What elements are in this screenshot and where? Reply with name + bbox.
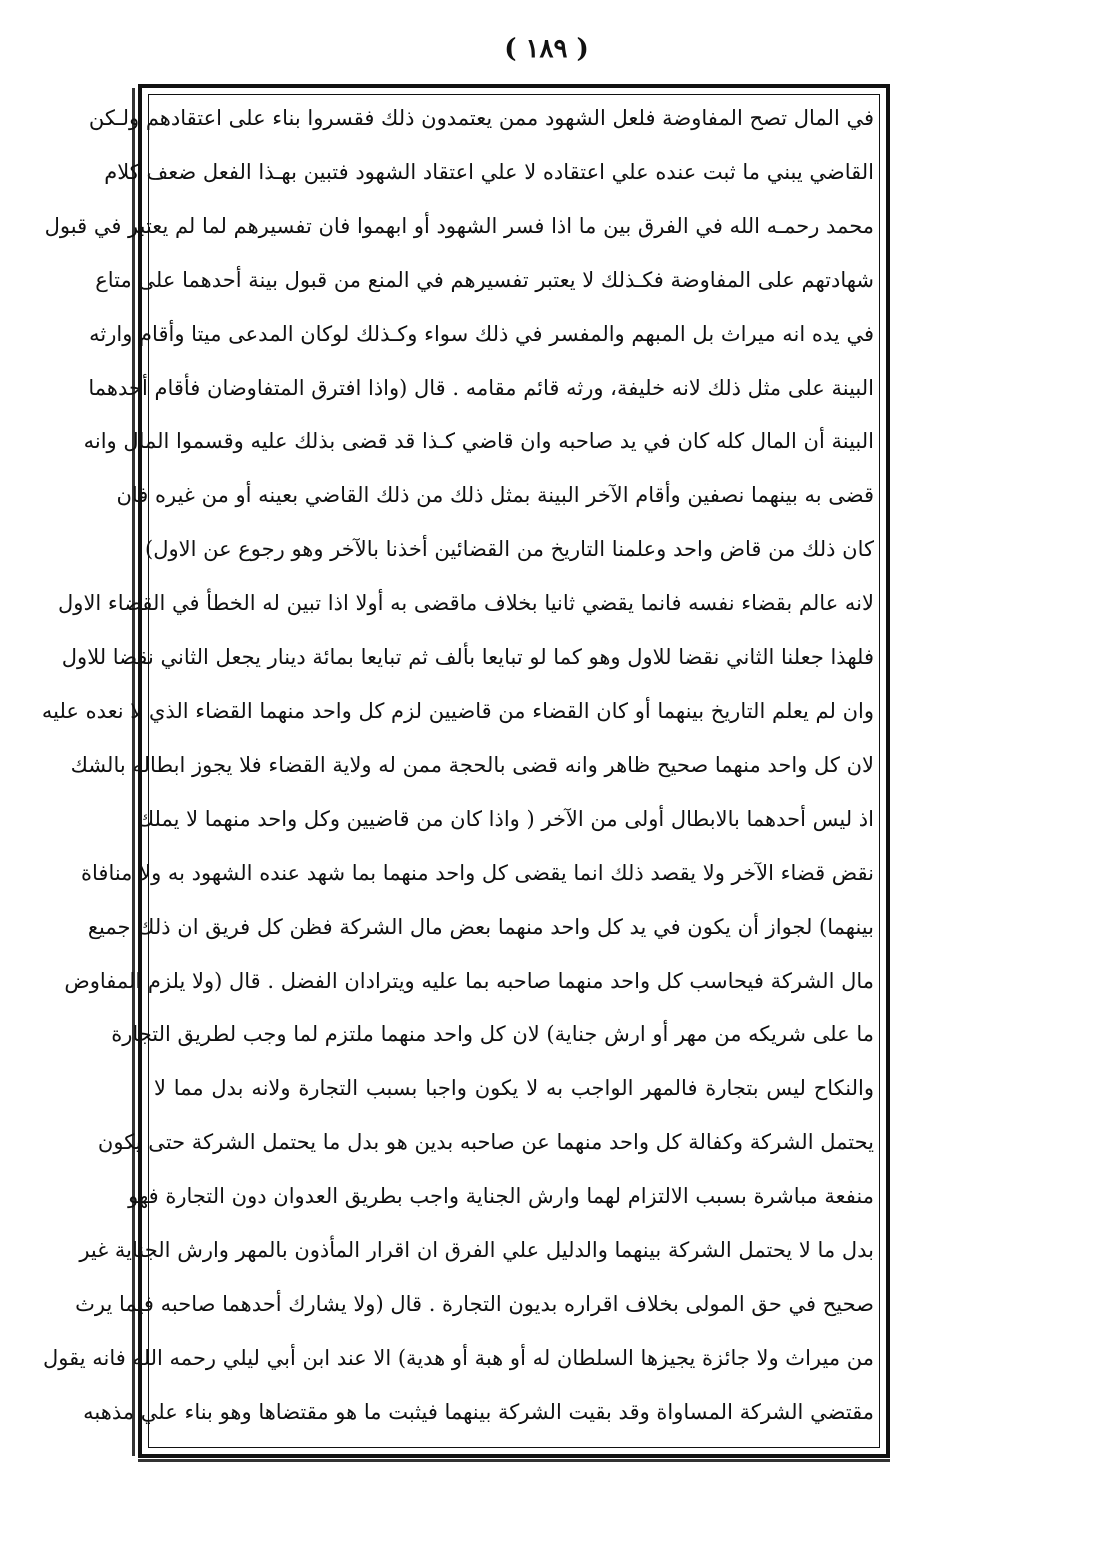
text-line: القاضي يبني ما ثبت عنده علي اعتقاده لا علي اعتقاد الشهود فتبين بهـذا الفعل ضعف كلام xyxy=(104,159,874,184)
text-line: منفعة مباشرة بسبب الالتزام لهما وارش الجناية واجب بطريق العدوان دون التجارة فهو xyxy=(128,1184,874,1209)
page-number: ( ١٨٩ ) xyxy=(504,34,589,64)
text-line: اذ ليس أحدهما بالابطال أولى من الآخر ( واذا كان من قاضيين وكل واحد منهما لا يملك xyxy=(136,806,874,831)
text-line: من ميراث ولا جائزة يجيزها السلطان له أو هبة أو هدية) الا عند ابن أبي ليلي رحمه الله فانه يقول xyxy=(42,1345,874,1370)
page-frame xyxy=(41,84,890,1458)
text-line: لان كل واحد منهما صحيح ظاهر وانه قضى بالحجة ممن له ولاية القضاء فلا يجوز ابطاله بالشك xyxy=(70,752,874,777)
text-line: فلهذا جعلنا الثاني نقضا للاول وهو كما لو تبايعا بألف ثم تبايعا بمائة دينار يجعل الثاني نقضا للاول xyxy=(61,645,874,670)
text-line: لانه عالم بقضاء نفسه فانما يقضي ثانيا بخلاف ماقضى به أولا اذا تبين له الخطأ في القضاء الاول xyxy=(58,591,874,616)
text-line: كان ذلك من قاض واحد وعلمنا التاريخ من القضائين أخذنا بالآخر وهو رجوع عن الاول) xyxy=(145,537,874,562)
text-line: وان لم يعلم التاريخ بينهما أو كان القضاء من قاضيين لزم كل واحد منهما القضاء الذي لا نعده عليه xyxy=(41,698,874,723)
text-line: بدل ما لا يحتمل الشركة بينهما والدليل علي الفرق ان اقرار المأذون بالمهر وارش الجناية غير xyxy=(79,1238,874,1263)
text-line: البينة أن المال كله كان في يد صاحبه وان قاضي كـذا قد قضى بذلك عليه وقسموا المال وانه xyxy=(83,429,874,454)
text-line: البينة على مثل ذلك لانه خليفة، ورثه قائم مقامه . قال (واذا افترق المتفاوضان فأقام أحدهما xyxy=(88,375,874,400)
text-line: نقض قضاء الآخر ولا يقصد ذلك انما يقضى كل واحد منهما بما شهد عنده الشهود به ولا منافاة xyxy=(81,860,874,885)
text-line: ما على شريكه من مهر أو ارش جناية) لان كل واحد منهما ملتزم لما وجب لطريق التجارة xyxy=(111,1022,874,1047)
text-line: في المال تصح المفاوضة فلعل الشهود ممن يعتمدون ذلك فقسروا بناء على اعتقادهم ولـكن xyxy=(88,106,874,130)
text-body xyxy=(41,98,874,1432)
text-line: والنكاح ليس بتجارة فالمهر الواجب به لا يكون واجبا بسبب التجارة ولانه بدل مما لا xyxy=(154,1076,874,1101)
text-line: بينهما) لجواز أن يكون في يد كل واحد منهما بعض مال الشركة فظن كل فريق ان ذلك جميع xyxy=(87,914,874,939)
text-line: محمد رحمـه الله في الفرق بين ما اذا فسر الشهود أو ابهموا فان تفسيرهم لما لم يعتبر في قبول xyxy=(44,213,874,238)
text-line: صحيح في حق المولى بخلاف اقراره بديون التجارة . قال (ولا يشارك أحدهما صاحبه فيما يرث xyxy=(75,1291,874,1316)
text-line: في يده انه ميراث بل المبهم والمفسر في ذلك سواء وكـذلك لوكان المدعى ميتا وأقام وارثه xyxy=(89,321,874,346)
text-line: قضى به بينهما نصفين وأقام الآخر البينة بمثل ذلك من ذلك القاضي بعينه أو من غيره فان xyxy=(116,483,874,508)
frame-shadow-bottom xyxy=(138,1459,890,1462)
text-line: مقتضي الشركة المساواة وقد بقيت الشركة بينهما فيثبت ما هو مقتضاها وهو بناء علي مذهبه xyxy=(83,1399,874,1424)
text-line: مال الشركة فيحاسب كل واحد منهما صاحبه بما عليه ويترادان الفضل . قال (ولا يلزم المفاوض xyxy=(64,968,874,993)
text-line: شهادتهم على المفاوضة فكـذلك لا يعتبر تفسيرهم في المنع من قبول بينة أحدهما على متاع xyxy=(95,267,874,292)
text-line: يحتمل الشركة وكفالة كل واحد منهما عن صاحبه بدين هو بدل ما يحتمل الشركة حتى يكون xyxy=(97,1130,874,1155)
